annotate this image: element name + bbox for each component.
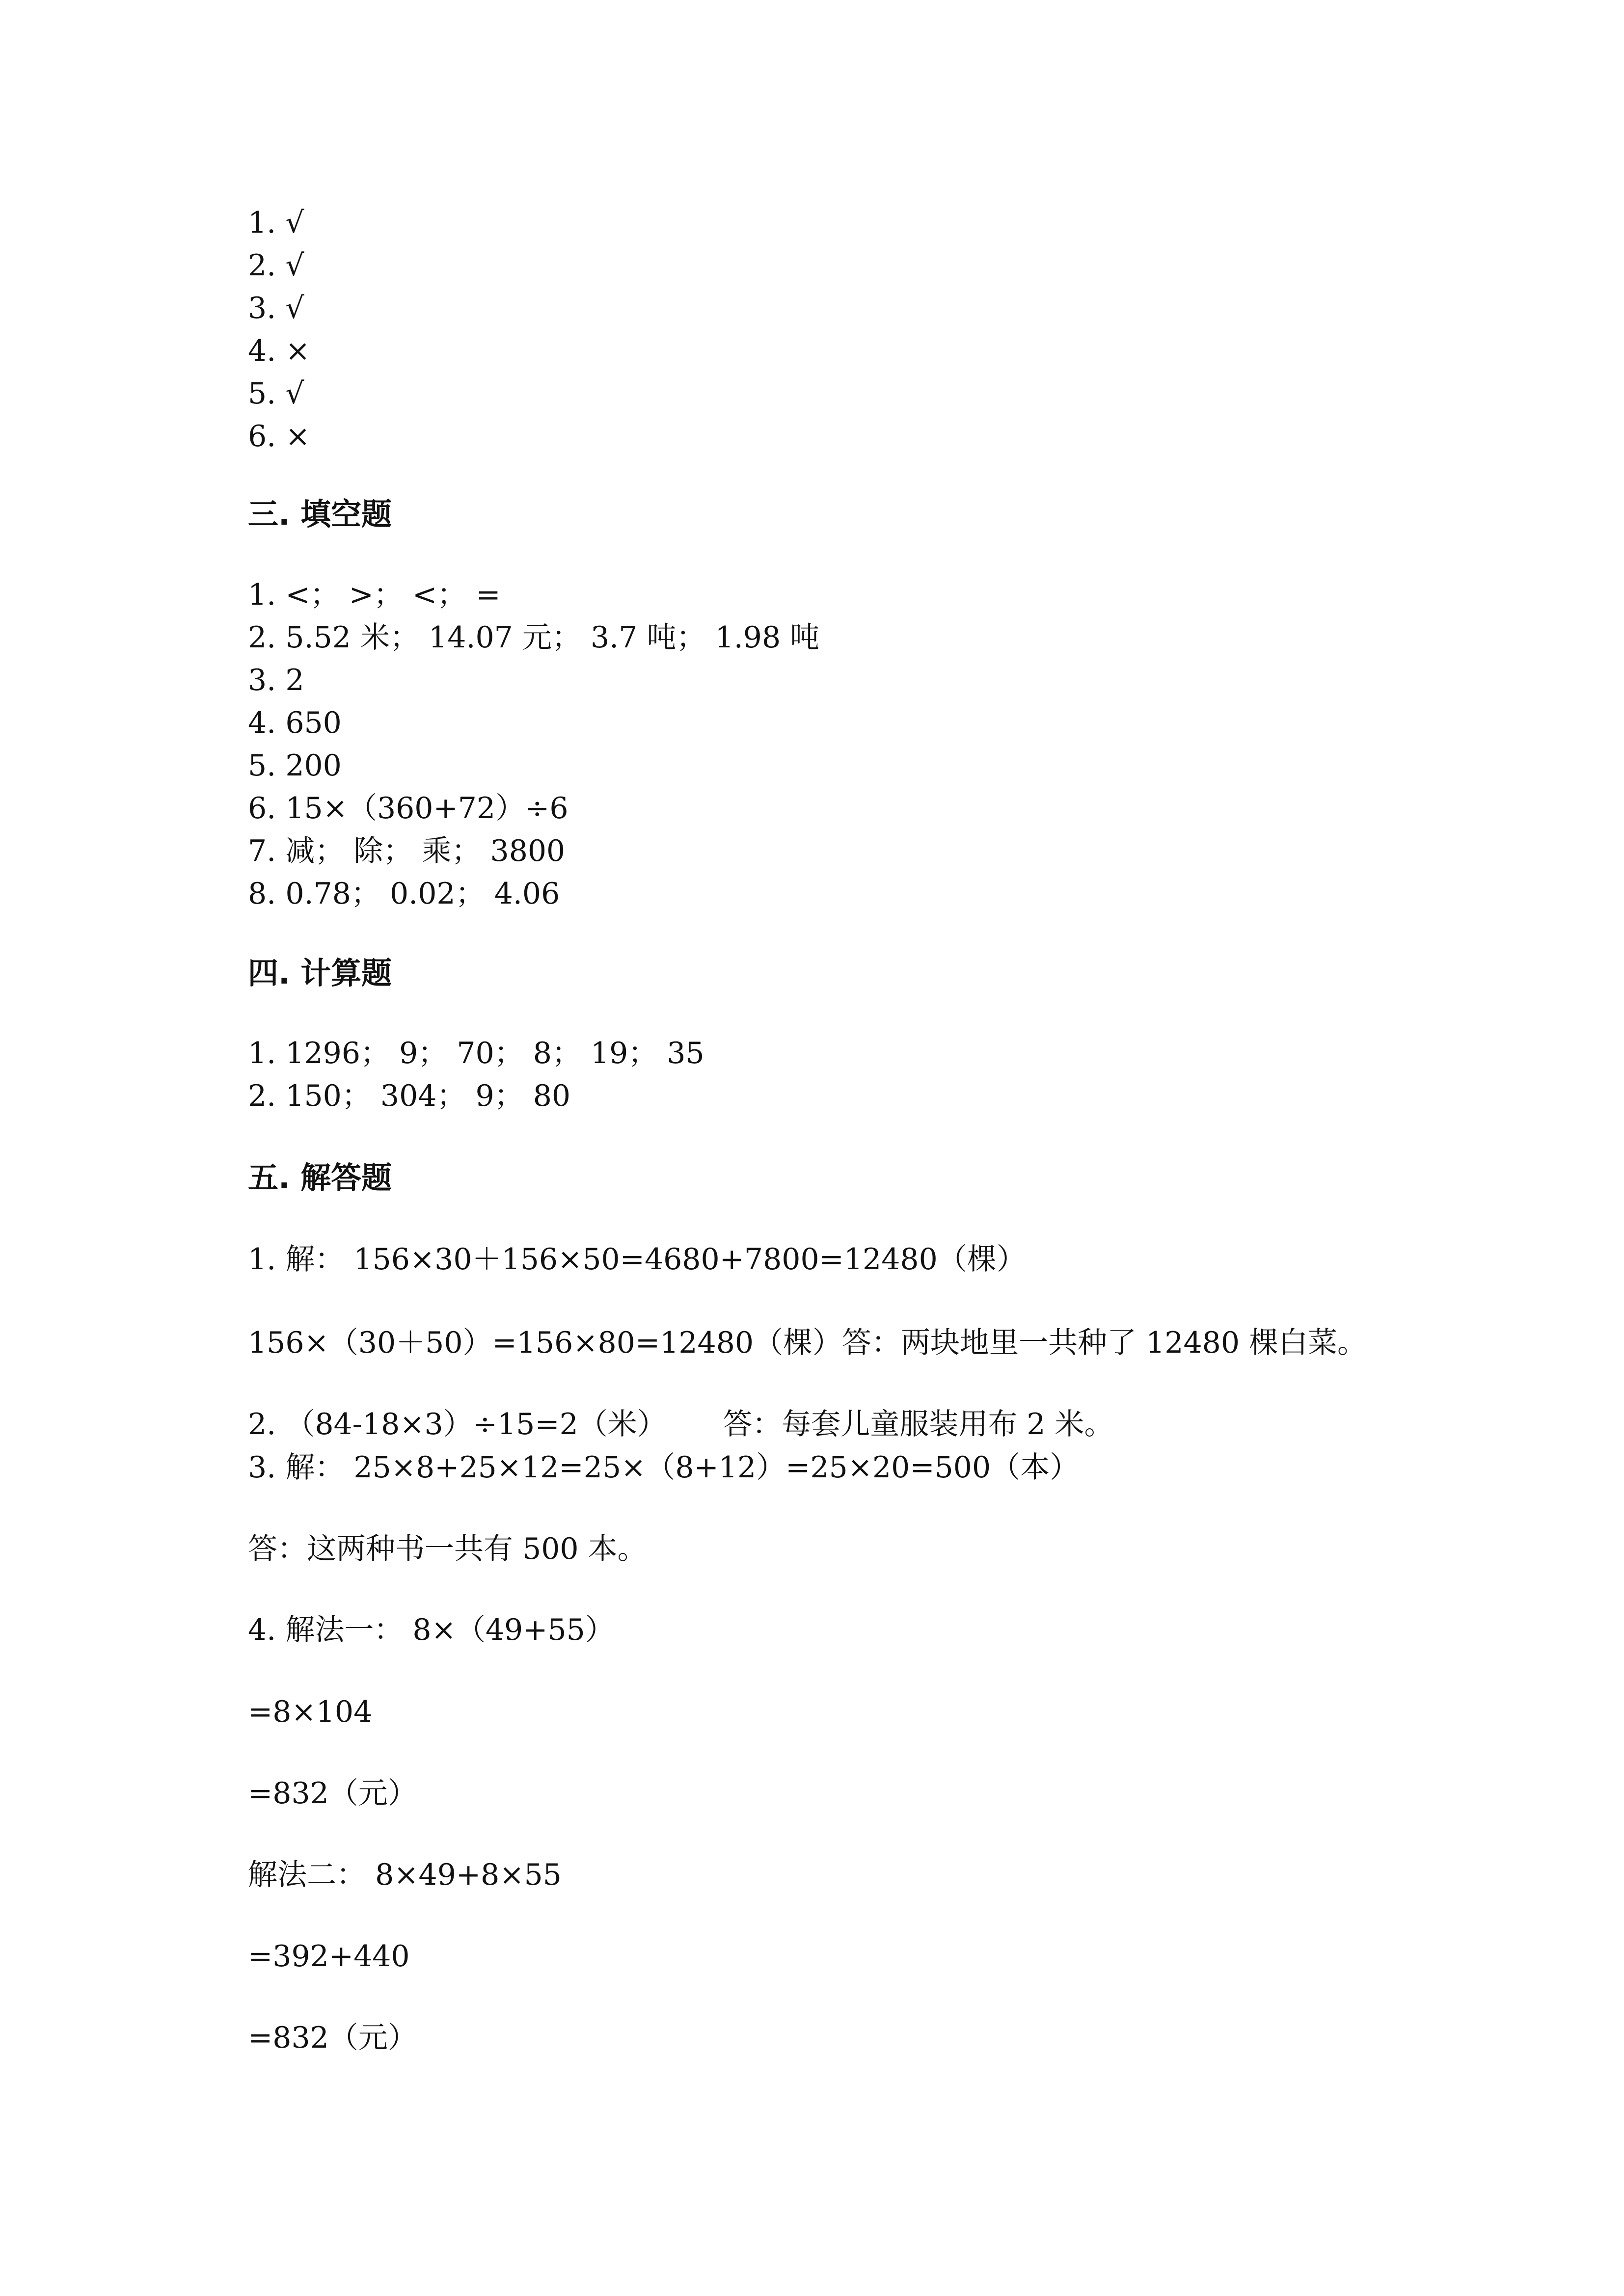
problem1-alternative-answer: 156×（30＋50）=156×80=12480（棵）答：两块地里一共种了 12480 棵白菜。 <box>248 1326 1367 1360</box>
fill-blank-answer-6: 6. 15×（360+72）÷6 <box>248 791 568 826</box>
fill-blank-answer-8: 8. 0.78； 0.02； 4.06 <box>248 877 560 911</box>
problem1-solution: 1. 解： 156×30＋156×50=4680+7800=12480（棵） <box>248 1242 1026 1277</box>
problem3-solution: 3. 解： 25×8+25×12=25×（8+12）=25×20=500（本） <box>248 1450 1080 1485</box>
judgement-answer-6: 6. × <box>248 419 310 454</box>
section-title-fill-blank: 三. 填空题 <box>248 496 392 532</box>
calculation-answer-2: 2. 150； 304； 9； 80 <box>248 1079 571 1113</box>
problem2-solution-answer: 2. （84-18×3）÷15=2（米） 答：每套儿童服装用布 2 米。 <box>248 1407 1114 1442</box>
fill-blank-answer-2: 2. 5.52 米； 14.07 元； 3.7 吨； 1.98 吨 <box>248 620 820 655</box>
fill-blank-answer-4: 4. 650 <box>248 706 342 740</box>
judgement-answer-5: 5. √ <box>248 376 304 411</box>
problem4-method1: 4. 解法一： 8×（49+55） <box>248 1613 615 1647</box>
calculation-answer-1: 1. 1296； 9； 70； 8； 19； 35 <box>248 1036 704 1070</box>
problem4-method2-step: =392+440 <box>248 1939 410 1974</box>
problem3-answer: 答：这两种书一共有 500 本。 <box>248 1532 647 1566</box>
problem4-method2: 解法二： 8×49+8×55 <box>248 1858 562 1892</box>
judgement-answer-1: 1. √ <box>248 206 304 240</box>
judgement-answer-2: 2. √ <box>248 248 304 283</box>
fill-blank-answer-1: 1. <； >； <； = <box>248 578 501 612</box>
problem4-method1-result: =832（元） <box>248 1776 417 1811</box>
problem4-method1-step: =8×104 <box>248 1695 373 1729</box>
judgement-answer-4: 4. × <box>248 334 310 368</box>
judgement-answer-3: 3. √ <box>248 291 304 325</box>
section-title-word-problems: 五. 解答题 <box>248 1160 392 1196</box>
section-title-calculation: 四. 计算题 <box>248 955 392 991</box>
fill-blank-answer-5: 5. 200 <box>248 748 342 783</box>
fill-blank-answer-7: 7. 减； 除； 乘； 3800 <box>248 834 566 868</box>
fill-blank-answer-3: 3. 2 <box>248 663 304 697</box>
problem4-method2-result: =832（元） <box>248 2021 417 2055</box>
